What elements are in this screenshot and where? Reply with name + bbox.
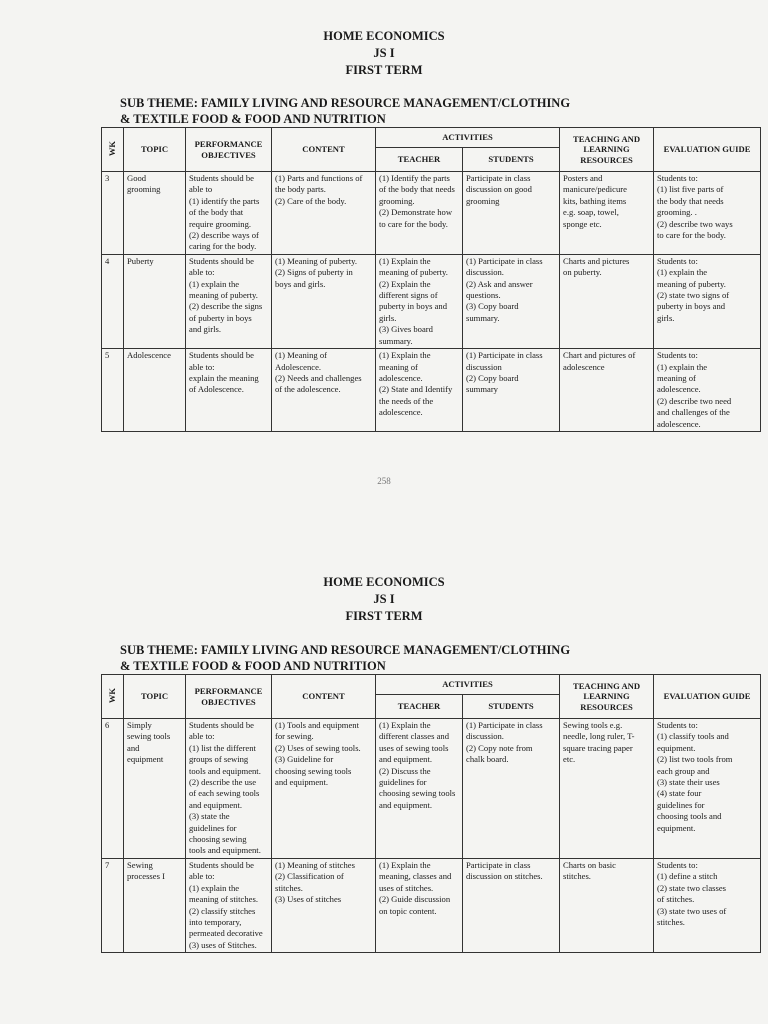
evaluation-cell	[654, 172, 761, 255]
content-header: CONTENT	[272, 128, 376, 172]
content-line: choosing sewing tools	[275, 765, 352, 776]
students-line: (3) Copy board	[466, 301, 519, 312]
content-cell	[272, 349, 376, 432]
evaluation-line: (3) state their uses	[657, 777, 720, 788]
objectives-line: (1) explain the	[189, 278, 240, 289]
objectives-line: Students should be	[189, 720, 254, 730]
students-line: discussion on good	[466, 184, 532, 195]
table-row	[102, 172, 761, 255]
objectives-cell	[186, 172, 272, 255]
objectives-line: (3) state the	[189, 811, 230, 822]
table-row	[102, 254, 761, 348]
students-cell	[463, 254, 560, 348]
evaluation-line: to care for the body.	[657, 230, 726, 241]
evaluation-line: grooming. .	[657, 207, 697, 218]
evaluation-line: (3) state two uses of	[657, 905, 727, 916]
objectives-line: (2) describe the use	[189, 777, 257, 788]
evaluation-cell	[654, 349, 761, 432]
topic-line: Puberty	[127, 255, 154, 266]
teacher-line: (2) Explain the	[379, 278, 431, 289]
topic-line: Adolescence	[127, 350, 171, 361]
subject-title: HOME ECONOMICS	[323, 29, 445, 43]
wk-cell: 6	[102, 719, 124, 859]
students-header: STUDENTS	[463, 695, 560, 719]
evaluation-cell	[654, 858, 761, 952]
teacher-line: on topic content.	[379, 905, 437, 916]
objectives-line: meaning of stitches.	[189, 894, 258, 905]
evaluation-line: equipment.	[657, 742, 696, 753]
content-line: (1) Tools and equipment	[275, 720, 359, 730]
objectives-line: (1) identify the parts	[189, 195, 260, 206]
resources-header: TEACHING AND LEARNING RESOURCES	[560, 675, 654, 719]
teacher-line: puberty in boys and	[379, 301, 448, 312]
objectives-line: (2) describe the signs	[189, 301, 263, 312]
teacher-cell	[376, 254, 463, 348]
topic-line: sewing tools	[127, 731, 171, 742]
evaluation-line: the body that needs	[657, 195, 724, 206]
objectives-line: tools and equipment.	[189, 765, 261, 776]
content-line: (1) Meaning of puberty.	[275, 255, 358, 266]
evaluation-line: choosing tools and	[657, 811, 722, 822]
students-header: STUDENTS	[463, 148, 560, 172]
objectives-line: able to	[189, 184, 213, 195]
content-line: (2) Signs of puberty in	[275, 267, 353, 278]
teacher-line: meaning of puberty.	[379, 267, 448, 278]
content-line: (2) Uses of sewing tools.	[275, 742, 361, 753]
content-line: for sewing.	[275, 731, 314, 742]
evaluation-line: (1) explain the	[657, 267, 708, 278]
resources-line: square tracing paper	[563, 742, 633, 753]
objectives-line: (1) list the different	[189, 742, 256, 753]
teacher-line: adolescence.	[379, 372, 423, 383]
resources-line: Posters and	[563, 173, 603, 183]
students-line: discussion.	[466, 731, 504, 742]
resources-cell	[560, 349, 654, 432]
table-row	[102, 349, 761, 432]
objectives-line: of puberty in boys	[189, 312, 252, 323]
students-line: (1) Participate in class	[466, 350, 543, 361]
students-line: Participate in class	[466, 859, 531, 870]
objectives-line: into temporary,	[189, 916, 242, 927]
evaluation-line: of stitches.	[657, 894, 695, 905]
content-line: the body parts.	[275, 184, 326, 195]
objectives-line: explain the meaning	[189, 372, 259, 383]
resources-line: stitches.	[563, 871, 591, 882]
evaluation-line: and challenges of the	[657, 407, 730, 418]
teacher-line: uses of sewing tools	[379, 742, 449, 753]
content-cell	[272, 719, 376, 859]
content-line: (3) Uses of stitches	[275, 894, 342, 905]
objectives-line: meaning of puberty.	[189, 290, 258, 301]
students-line: (2) Copy board	[466, 372, 519, 383]
resources-cell	[560, 719, 654, 859]
teacher-line: different signs of	[379, 290, 438, 301]
resources-line: etc.	[563, 754, 576, 765]
content-cell	[272, 254, 376, 348]
subtheme-line1: SUB THEME: FAMILY LIVING AND RESOURCE MANAGEMENT/CLOTHING	[120, 643, 571, 657]
objectives-cell	[186, 349, 272, 432]
objectives-line: tools and equipment.	[189, 845, 261, 856]
evaluation-line: girls.	[657, 312, 675, 323]
teacher-line: guidelines for	[379, 777, 427, 788]
objectives-line: require grooming.	[189, 218, 252, 229]
students-line: chalk board.	[466, 754, 509, 765]
evaluation-line: (2) describe two need	[657, 395, 732, 406]
resources-line: manicure/pedicure	[563, 184, 627, 195]
evaluation-header: EVALUATION GUIDE	[654, 128, 761, 172]
term-title: FIRST TERM	[345, 63, 423, 77]
teacher-line: (1) Explain the	[379, 350, 431, 361]
resources-cell	[560, 858, 654, 952]
students-line: discussion.	[466, 267, 504, 278]
teacher-line: summary.	[379, 335, 413, 346]
resources-cell	[560, 172, 654, 255]
objectives-line: (2) classify stitches	[189, 905, 256, 916]
evaluation-line: meaning of	[657, 372, 696, 383]
students-line: (2) Ask and answer	[466, 278, 533, 289]
page1-header	[0, 28, 768, 79]
students-line: discussion on stitches.	[466, 871, 543, 882]
teacher-line: (2) Demonstrate how	[379, 207, 453, 218]
content-cell	[272, 858, 376, 952]
page2-header	[0, 574, 768, 625]
topic-line: equipment	[127, 754, 164, 765]
content-line: of the adolescence.	[275, 384, 341, 395]
objectives-line: Students should be	[189, 173, 254, 183]
objectives-line: guidelines for	[189, 822, 237, 833]
subtheme-line2: & TEXTILE FOOD & FOOD AND NUTRITION	[120, 659, 386, 673]
teacher-line: (2) State and Identify	[379, 384, 453, 395]
teacher-line: meaning, classes and	[379, 871, 452, 882]
objectives-line: and equipment.	[189, 799, 242, 810]
teacher-cell	[376, 719, 463, 859]
topic-cell	[124, 719, 186, 859]
evaluation-line: Students to:	[657, 859, 698, 870]
evaluation-line: (2) list two tools from	[657, 754, 733, 765]
students-cell	[463, 172, 560, 255]
teacher-line: uses of stitches.	[379, 882, 434, 893]
topic-cell	[124, 254, 186, 348]
topic-line: and	[127, 742, 140, 753]
topic-cell	[124, 172, 186, 255]
objectives-line: permeated decorative	[189, 928, 263, 939]
evaluation-line: adolescence.	[657, 418, 701, 429]
subject-title: HOME ECONOMICS	[323, 575, 445, 589]
teacher-line: to care for the body.	[379, 218, 448, 229]
evaluation-header: EVALUATION GUIDE	[654, 675, 761, 719]
resources-line: on puberty.	[563, 267, 602, 278]
evaluation-line: stitches.	[657, 916, 685, 927]
objectives-line: and girls.	[189, 324, 221, 335]
topic-cell	[124, 858, 186, 952]
teacher-line: and equipment.	[379, 754, 432, 765]
evaluation-line: puberty in boys and	[657, 301, 726, 312]
teacher-line: of the body that needs	[379, 184, 455, 195]
topic-line: Simply	[127, 720, 152, 730]
objectives-header: PERFORMANCE OBJECTIVES	[186, 675, 272, 719]
page1-subtheme	[120, 95, 600, 127]
objectives-line: of Adolescence.	[189, 384, 244, 395]
objectives-header: PERFORMANCE OBJECTIVES	[186, 128, 272, 172]
objectives-cell	[186, 254, 272, 348]
resources-header: TEACHING AND LEARNING RESOURCES	[560, 128, 654, 172]
wk-header: WK	[102, 128, 124, 172]
objectives-line: able to:	[189, 731, 215, 742]
evaluation-line: equipment.	[657, 822, 696, 833]
evaluation-line: (2) describe two ways	[657, 218, 733, 229]
content-line: and equipment.	[275, 777, 328, 788]
objectives-line: groups of sewing	[189, 754, 249, 765]
objectives-cell	[186, 858, 272, 952]
teacher-line: meaning of	[379, 361, 418, 372]
students-line: (2) Copy note from	[466, 742, 533, 753]
subtheme-line2: & TEXTILE FOOD & FOOD AND NUTRITION	[120, 112, 386, 126]
resources-line: adolescence	[563, 361, 605, 372]
page-number: 258	[377, 476, 391, 486]
content-line: (1) Meaning of	[275, 350, 328, 361]
resources-line: needle, long ruler, T-	[563, 731, 635, 742]
teacher-line: (2) Discuss the	[379, 765, 431, 776]
class-title: JS I	[373, 46, 395, 60]
topic-header: TOPIC	[124, 128, 186, 172]
evaluation-line: adolescence.	[657, 384, 701, 395]
objectives-line: of the body that	[189, 207, 244, 218]
teacher-cell	[376, 858, 463, 952]
wk-cell: 5	[102, 349, 124, 432]
students-line: (1) Participate in class	[466, 255, 543, 266]
objectives-line: (1) explain the	[189, 882, 240, 893]
content-line: (2) Classification of	[275, 871, 344, 882]
resources-line: Chart and pictures of	[563, 350, 636, 361]
page2-subtheme	[120, 642, 600, 674]
evaluation-line: Students to:	[657, 350, 698, 361]
teacher-line: (1) Explain the	[379, 859, 431, 870]
evaluation-line: Students to:	[657, 720, 698, 730]
teacher-line: (1) Explain the	[379, 255, 431, 266]
objectives-line: able to:	[189, 267, 215, 278]
evaluation-line: each group and	[657, 765, 710, 776]
students-line: questions.	[466, 290, 501, 301]
students-cell	[463, 719, 560, 859]
evaluation-line: (1) explain the	[657, 361, 708, 372]
scheme-table-page2	[101, 674, 761, 953]
content-line: Adolescence.	[275, 361, 322, 372]
content-line: stitches.	[275, 882, 303, 893]
students-line: summary	[466, 384, 498, 395]
content-line: (3) Guideline for	[275, 754, 334, 765]
teacher-header: TEACHER	[376, 695, 463, 719]
teacher-line: different classes and	[379, 731, 449, 742]
students-line: grooming	[466, 195, 500, 206]
content-cell	[272, 172, 376, 255]
wk-cell: 3	[102, 172, 124, 255]
scheme-table-page1	[101, 127, 761, 432]
content-line: boys and girls.	[275, 278, 326, 289]
content-line: (2) Care of the body.	[275, 195, 347, 206]
topic-header: TOPIC	[124, 675, 186, 719]
teacher-line: (1) Identify the parts	[379, 173, 450, 183]
teacher-line: (1) Explain the	[379, 720, 431, 730]
teacher-cell	[376, 172, 463, 255]
objectives-line: able to:	[189, 871, 215, 882]
evaluation-line: (1) define a stitch	[657, 871, 718, 882]
resources-line: sponge etc.	[563, 218, 602, 229]
resources-line: Charts on basic	[563, 859, 617, 870]
evaluation-cell	[654, 719, 761, 859]
topic-line: Good	[127, 173, 147, 183]
subtheme-line1: SUB THEME: FAMILY LIVING AND RESOURCE MANAGEMENT/CLOTHING	[120, 96, 571, 110]
topic-line: Sewing	[127, 859, 153, 870]
objectives-line: Students should be	[189, 350, 254, 361]
class-title: JS I	[373, 592, 395, 606]
evaluation-line: Students to:	[657, 255, 698, 266]
table-row	[102, 858, 761, 952]
teacher-line: choosing sewing tools	[379, 788, 456, 799]
students-line: (1) Participate in class	[466, 720, 543, 730]
evaluation-line: (2) state two classes	[657, 882, 726, 893]
resources-line: e.g. soap, towel,	[563, 207, 619, 218]
objectives-line: (3) uses of Stitches.	[189, 939, 257, 950]
resources-cell	[560, 254, 654, 348]
evaluation-cell	[654, 254, 761, 348]
objectives-line: Students should be	[189, 255, 254, 266]
objectives-cell	[186, 719, 272, 859]
resources-line: kits, bathing items	[563, 195, 627, 206]
activities-header: ACTIVITIES	[376, 675, 560, 695]
objectives-line: caring for the body.	[189, 241, 257, 252]
evaluation-line: (1) list five parts of	[657, 184, 724, 195]
resources-line: Charts and pictures	[563, 255, 630, 266]
teacher-line: and equipment.	[379, 799, 432, 810]
evaluation-line: (2) state two signs of	[657, 290, 730, 301]
objectives-line: choosing sewing	[189, 834, 247, 845]
content-line: (1) Meaning of stitches	[275, 859, 355, 870]
teacher-line: (3) Gives board	[379, 324, 433, 335]
activities-header: ACTIVITIES	[376, 128, 560, 148]
students-line: summary.	[466, 312, 500, 323]
evaluation-line: (1) classify tools and	[657, 731, 729, 742]
evaluation-line: (4) state four	[657, 788, 702, 799]
content-header: CONTENT	[272, 675, 376, 719]
term-title: FIRST TERM	[345, 609, 423, 623]
table-row	[102, 719, 761, 859]
students-cell	[463, 858, 560, 952]
teacher-line: the needs of the	[379, 395, 434, 406]
topic-line: processes I	[127, 871, 165, 882]
objectives-line: of each sewing tools	[189, 788, 260, 799]
topic-cell	[124, 349, 186, 432]
teacher-header: TEACHER	[376, 148, 463, 172]
wk-header: WK	[102, 675, 124, 719]
teacher-cell	[376, 349, 463, 432]
students-cell	[463, 349, 560, 432]
objectives-line: (2) describe ways of	[189, 230, 259, 241]
evaluation-line: guidelines for	[657, 799, 705, 810]
teacher-line: adolescence.	[379, 407, 423, 418]
objectives-line: Students should be	[189, 859, 254, 870]
content-line: (2) Needs and challenges	[275, 372, 362, 383]
wk-cell: 7	[102, 858, 124, 952]
objectives-line: able to:	[189, 361, 215, 372]
resources-line: Sewing tools e.g.	[563, 720, 623, 730]
content-line: (1) Parts and functions of	[275, 173, 363, 183]
topic-line: grooming	[127, 184, 161, 195]
teacher-line: girls.	[379, 312, 397, 323]
teacher-line: (2) Guide discussion	[379, 894, 451, 905]
evaluation-line: meaning of puberty.	[657, 278, 726, 289]
wk-cell: 4	[102, 254, 124, 348]
students-line: discussion	[466, 361, 502, 372]
students-line: Participate in class	[466, 173, 531, 183]
teacher-line: grooming.	[379, 195, 415, 206]
evaluation-line: Students to:	[657, 173, 698, 183]
